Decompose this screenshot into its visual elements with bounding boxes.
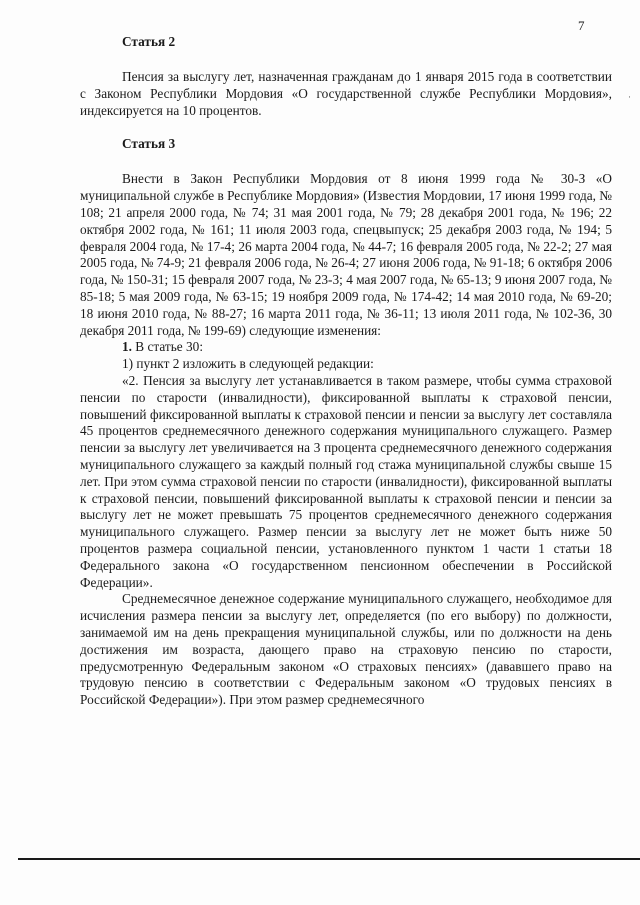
subitem-1: 1) пункт 2 изложить в следующей редакции: bbox=[122, 356, 374, 372]
margin-mark: · bbox=[628, 92, 631, 102]
item-1-text: В статье 30: bbox=[131, 339, 204, 355]
article-2-heading: Статья 2 bbox=[122, 34, 176, 49]
quote-paragraph-2: Среднемесячное денежное содержание муниципального служащего, необходимое для исчисления размера пенсии за выслугу лет, определяется (по его выбору) по должности, занимаемой им на день прекращения муниципальной службы, или по должности на день достижения им возраста, дающего право на страховую пенсию по старости, предусмотренную Федеральным законом «О страховых пенсиях» (дававшего право на трудовую пенсию в соответствии с Федеральным законом «О трудовых пенсиях в Российской Федерации»). При этом размер среднемесячного bbox=[80, 591, 612, 708]
article-2-text: Пенсия за выслугу лет, назначенная гражданам до 1 января 2015 года в соответствии с Законом Республики Мордовия «О государственной службе Республики Мордовия», индексируется на 10 процентов. bbox=[80, 69, 612, 118]
document-body bbox=[80, 34, 612, 709]
item-1-number: 1. bbox=[122, 339, 132, 355]
article-3-intro: Внести в Закон Республики Мордовия от 8 июня 1999 года № 30-З «О муниципальной службе в Республике Мордовия» (Известия Мордовии, 17 июня 1999 года, № 108; 21 апреля 2000 года, № 74; 31 мая 2001 года, № 79; 28 декабря 2001 года, № 196; 22 октября 2002 года, № 161; 11 июля 2003 года, спецвыпуск; 25 декабря 2003 года, № 194; 5 февраля 2004 года, № 17-4; 26 марта 2004 года, № 44-7; 16 февраля 2005 года, № 22-2; 27 мая 2005 года, № 74-9; 21 февраля 2006 года, № 26-4; 27 июня 2006 года, № 91-18; 6 октября 2006 года, № 150-31; 15 февраля 2007 года, № 23-3; 4 мая 2007 года, № 65-13; 9 июня 2007 года, № 85-18; 5 мая 2009 года, № 63-15; 19 ноября 2009 года, № 174-42; 14 мая 2010 года, № 69-20; 18 июня 2010 года, № 88-27; 16 марта 2011 года, № 36-11; 13 июля 2011 года, № 102-36, 30 декабря 2011 года, № 199-69) следующие изменения: bbox=[80, 171, 612, 338]
page-number: 7 bbox=[578, 18, 585, 33]
bottom-rule bbox=[18, 858, 640, 860]
quote-paragraph-1: «2. Пенсия за выслугу лет устанавливается в таком размере, чтобы сумма страховой пенсии по старости (инвалидности), фиксированной выплаты к страховой пенсии, повышений фиксированной выплаты к страховой пенсии и пенсии за выслугу лет составляла 45 процентов среднемесячного денежного содержания муниципального служащего. Размер пенсии за выслугу лет увеличивается на 3 процента среднемесячного денежного содержания муниципального служащего за каждый полный год стажа муниципальной службы свыше 15 лет. При этом сумма страховой пенсии по старости (инвалидности), фиксированной выплаты к страховой пенсии, повышений фиксированной выплаты к страховой пенсии и пенсии за выслугу лет не может превышать 75 процентов среднемесячного денежного содержания муниципального служащего. Размер пенсии за выслугу лет не может быть ниже 50 процентов размера социальной пенсии, установленного пунктом 1 части 1 статьи 18 Федерального закона «О государственном пенсионном обеспечении в Российской Федерации». bbox=[80, 372, 612, 590]
article-3-heading: Статья 3 bbox=[122, 136, 176, 152]
item-1 bbox=[80, 339, 612, 356]
